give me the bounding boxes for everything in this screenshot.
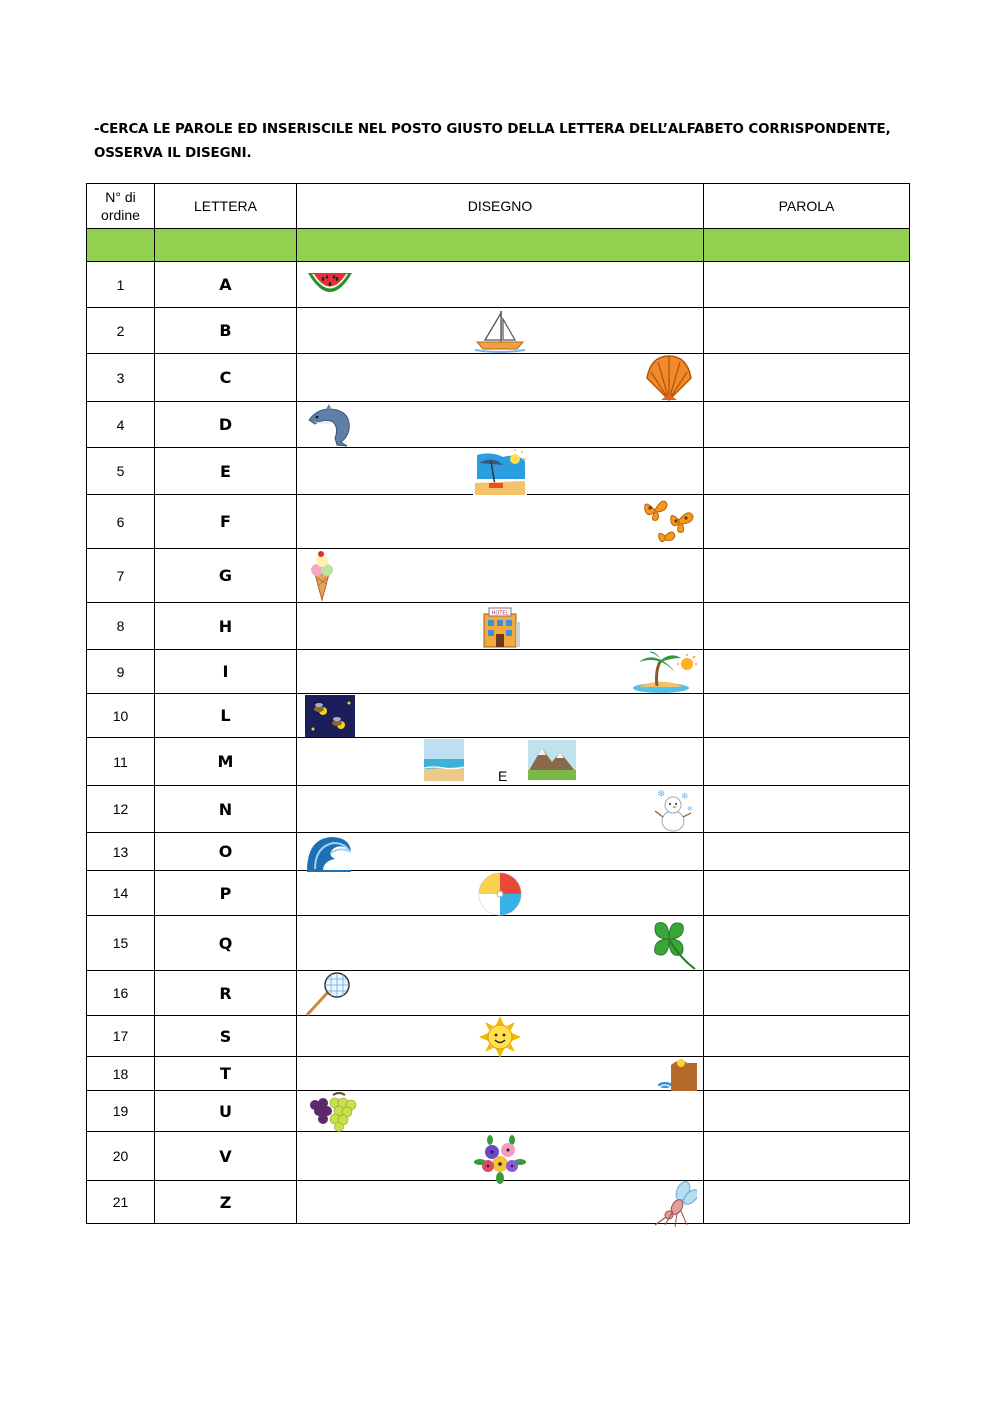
island-icon (631, 650, 697, 699)
snowman-icon (653, 787, 697, 838)
letter-cell: D (155, 402, 297, 448)
letter-cell: R (155, 971, 297, 1016)
order-number: 18 (87, 1057, 155, 1091)
word-answer-cell[interactable] (704, 448, 910, 495)
table-row (87, 402, 910, 448)
beach-ball-icon (477, 871, 523, 922)
drawing-cell (297, 1057, 704, 1091)
alphabet-table (86, 183, 910, 1224)
word-answer-cell[interactable] (704, 1057, 910, 1091)
header-row (87, 184, 910, 229)
table-row (87, 262, 910, 308)
order-number: 8 (87, 603, 155, 650)
word-answer-cell[interactable] (704, 308, 910, 354)
word-answer-cell[interactable] (704, 916, 910, 971)
fishing-net-icon (305, 971, 351, 1022)
letter-cell: N (155, 786, 297, 833)
table-row (87, 354, 910, 402)
letter-cell: C (155, 354, 297, 402)
table-row (87, 971, 910, 1016)
watermelon-icon (305, 265, 355, 310)
svg-text:❄: ❄ (657, 789, 666, 800)
drawing-cell (297, 495, 704, 549)
table-row (87, 786, 910, 833)
drawing-cell (297, 694, 704, 738)
word-answer-cell[interactable] (704, 1016, 910, 1057)
drawing-cell (297, 354, 704, 402)
letter-cell: O (155, 833, 297, 871)
order-number: 16 (87, 971, 155, 1016)
drawing-cell (297, 402, 704, 448)
drawing-cell (297, 603, 704, 650)
four-leaf-clover-icon (645, 917, 697, 976)
order-number: 9 (87, 650, 155, 694)
letter-cell: H (155, 603, 297, 650)
dolphin-icon (305, 402, 359, 453)
word-answer-cell[interactable] (704, 262, 910, 308)
table-row (87, 738, 910, 786)
table-row (87, 549, 910, 603)
sailboat-icon (473, 309, 527, 358)
drawing-cell (297, 738, 704, 786)
letter-cell: E (155, 448, 297, 495)
word-answer-cell[interactable] (704, 833, 910, 871)
letter-cell: M (155, 738, 297, 786)
drawing-cell (297, 448, 704, 495)
table-row (87, 1016, 910, 1057)
order-number: 21 (87, 1181, 155, 1224)
header-order: N° di ordine (87, 184, 155, 229)
letter-cell: F (155, 495, 297, 549)
word-answer-cell[interactable] (704, 971, 910, 1016)
letter-cell: Q (155, 916, 297, 971)
joiner-text: E (498, 768, 508, 784)
drawing-cell (297, 786, 704, 833)
order-number: 6 (87, 495, 155, 549)
word-answer-cell[interactable] (704, 603, 910, 650)
drawing-cell (297, 549, 704, 603)
letter-cell: L (155, 694, 297, 738)
letter-cell: G (155, 549, 297, 603)
header-word: PAROLA (704, 184, 910, 229)
table-row (87, 1132, 910, 1181)
mosquito-icon (653, 1181, 697, 1232)
word-answer-cell[interactable] (704, 402, 910, 448)
table-row (87, 1181, 910, 1224)
order-number: 5 (87, 448, 155, 495)
drawing-cell (297, 1181, 704, 1224)
svg-text:HOTEL: HOTEL (491, 610, 509, 617)
ice-cream-icon (305, 550, 339, 607)
order-number: 3 (87, 354, 155, 402)
instruction-text: -CERCA LE PAROLE ED INSERISCILE NEL POSTO GIUSTO DELLA LETTERA DELL’ALFABETO CORRISPONDENTE, OSSERVA IL DISEGNI. (94, 122, 891, 161)
order-number: 12 (87, 786, 155, 833)
mountains-icon (528, 740, 576, 785)
letter-cell: P (155, 871, 297, 916)
seashell-icon (641, 354, 697, 407)
letter-cell: I (155, 650, 297, 694)
order-number: 10 (87, 694, 155, 738)
svg-text:❄: ❄ (687, 805, 693, 813)
order-number: 15 (87, 916, 155, 971)
drawing-cell (297, 262, 704, 308)
word-answer-cell[interactable] (704, 694, 910, 738)
sea-icon (424, 739, 464, 786)
drawing-cell (297, 833, 704, 871)
word-answer-cell[interactable] (704, 650, 910, 694)
fireflies-icon (305, 695, 355, 742)
table-row (87, 650, 910, 694)
table-row (87, 916, 910, 971)
word-answer-cell[interactable] (704, 871, 910, 916)
word-answer-cell[interactable] (704, 1091, 910, 1132)
word-answer-cell[interactable] (704, 738, 910, 786)
table-row (87, 603, 910, 650)
word-answer-cell[interactable] (704, 549, 910, 603)
drawing-cell (297, 871, 704, 916)
order-number: 1 (87, 262, 155, 308)
order-number: 14 (87, 871, 155, 916)
table-row (87, 871, 910, 916)
drawing-cell (297, 1016, 704, 1057)
table-row (87, 833, 910, 871)
order-number: 20 (87, 1132, 155, 1181)
summer-beach-icon (473, 449, 527, 500)
letter-cell: B (155, 308, 297, 354)
word-answer-cell[interactable] (704, 786, 910, 833)
order-number: 13 (87, 833, 155, 871)
table-row (87, 1057, 910, 1091)
drawing-cell (297, 650, 704, 694)
letter-cell: A (155, 262, 297, 308)
drawing-cell (297, 1132, 704, 1181)
butterflies-icon (641, 496, 697, 553)
letter-cell: U (155, 1091, 297, 1132)
header-drawing: DISEGNO (297, 184, 704, 229)
drawing-cell (297, 308, 704, 354)
svg-text:❄: ❄ (681, 792, 689, 802)
drawing-cell (297, 916, 704, 971)
word-answer-cell[interactable] (704, 1132, 910, 1181)
word-answer-cell[interactable] (704, 354, 910, 402)
table-row (87, 308, 910, 354)
order-number: 11 (87, 738, 155, 786)
letter-cell: S (155, 1016, 297, 1057)
letter-cell: T (155, 1057, 297, 1091)
table-row (87, 1091, 910, 1132)
letter-cell: Z (155, 1181, 297, 1224)
hotel-icon (479, 606, 521, 653)
header-letter: LETTERA (155, 184, 297, 229)
drawing-cell (297, 971, 704, 1016)
table-row (87, 694, 910, 738)
order-number: 7 (87, 549, 155, 603)
word-answer-cell[interactable] (704, 1181, 910, 1224)
order-number: 2 (87, 308, 155, 354)
order-number: 4 (87, 402, 155, 448)
table-row (87, 495, 910, 549)
word-answer-cell[interactable] (704, 495, 910, 549)
table-row (87, 448, 910, 495)
order-number: 19 (87, 1091, 155, 1132)
drawing-cell (297, 1091, 704, 1132)
green-band-row (87, 229, 910, 262)
order-number: 17 (87, 1016, 155, 1057)
letter-cell: V (155, 1132, 297, 1181)
